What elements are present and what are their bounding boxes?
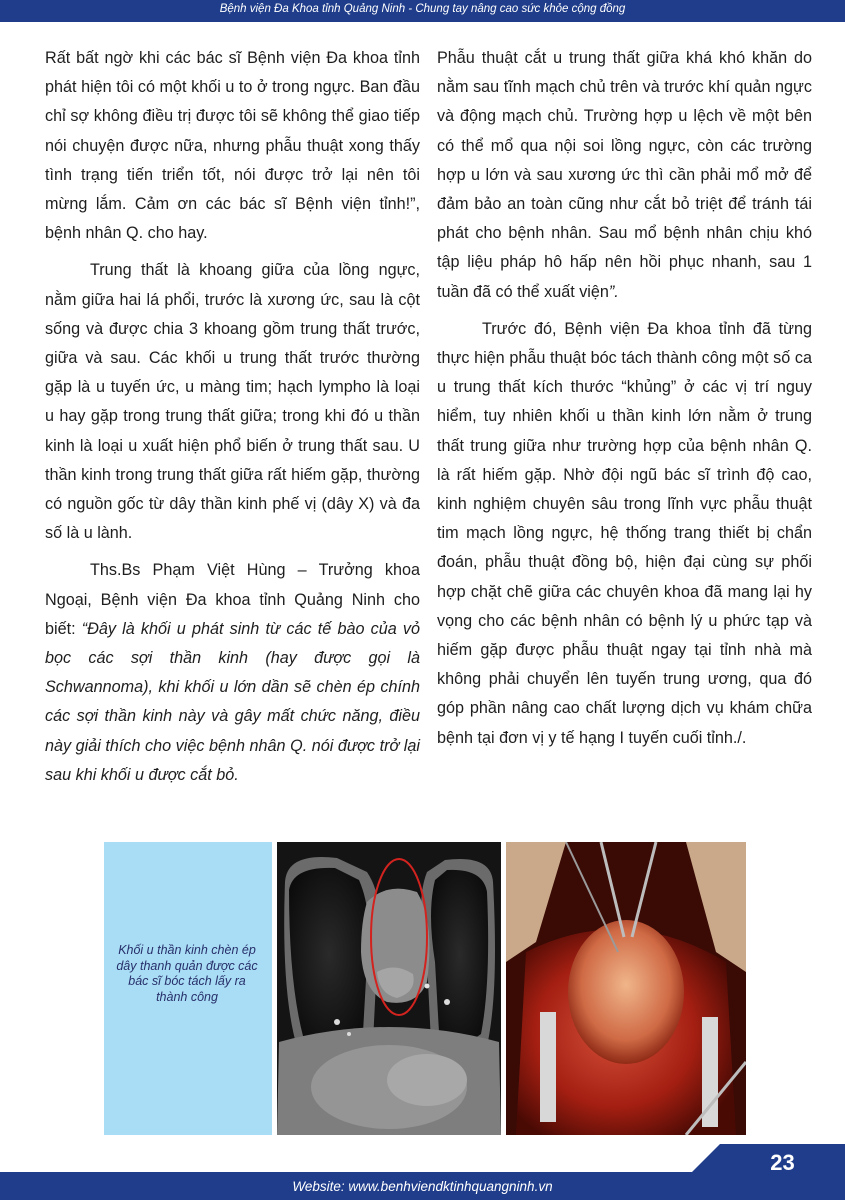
paragraph: Trung thất là khoang giữa của lồng ngực, nằm giữa hai lá phổi, trước là xương ức, sau là cột sống và được chia 3 khoang gồm trung thất trước, giữa và sau. Các khối u trung thất trước thường gặp là u tuyến ức, u màng tim; hạch lympho là loại u hay gặp trong trung thất giữa; trong khi đó u thần kinh là loại u xuất hiện phổ biến ở trung thất sau. U thần kinh trong trung thất giữa rất hiếm gặp, thường có nguồn gốc từ dây thần kinh phế vị (dây X) và đa số là u lành. <box>45 261 420 543</box>
page-number: 23 <box>770 1150 795 1175</box>
quote-text: Phẫu thuật cắt u trung thất giữa khá khó khăn do nằm sau tĩnh mạch chủ trên và trước khí quản ngực và động mạch chủ. Trường hợp u lệch về một bên có thể mổ qua nội soi lồng ngực, còn các trường hợp u lớn và sau xương ức thì cần phải mổ mở để đảm bảo an toàn cũng như cắt bỏ triệt để tránh tái phát cho bệnh nhân. Sau mổ bệnh nhân chịu khó tập liệu pháp hô hấp nên hồi phục nhanh, sau 1 tuần đã có thể xuất viện <box>437 49 812 301</box>
paragraph <box>437 44 812 307</box>
surgery-drawing <box>506 842 746 1135</box>
ct-scan-drawing <box>277 842 501 1135</box>
surgery-photo <box>506 842 746 1135</box>
paragraph: Rất bất ngờ khi các bác sĩ Bệnh viện Đa khoa tỉnh phát hiện tôi có một khối u to ở trong ngực. Ban đầu chỉ sợ không điều trị được tôi sẽ không thể giao tiếp nói chuyện được nữa, nhưng phẫu thuật xong thấy tình trạng tiến triển tốt, nói được trở lại nên tôi mừng lắm. Cảm ơn các bác sĩ Bệnh viện tỉnh!”, bệnh nhân Q. cho hay. <box>45 49 420 243</box>
footer-website: Website: www.benhviendktinhquangninh.vn <box>292 1179 553 1194</box>
header-title: Bệnh viện Đa Khoa tỉnh Quảng Ninh - Chung tay nâng cao sức khỏe cộng đồng <box>219 3 626 15</box>
figure-caption: Khối u thần kinh chèn ép dây thanh quản được các bác sĩ bóc tách lấy ra thành công <box>116 943 258 1004</box>
ct-scan-image <box>277 842 501 1135</box>
quote-close: ”. <box>608 282 619 301</box>
paragraph <box>45 556 420 790</box>
paragraph: Trước đó, Bệnh viện Đa khoa tỉnh đã từng thực hiện phẫu thuật bóc tách thành công một số ca u trung thất kích thước “khủng” ở các vị trí nguy hiểm, tuy nhiên khối u thần kinh lớn nằm ở trung thất trung giữa như trường hợp của bệnh nhân Q. là rất hiếm gặp. Nhờ đội ngũ bác sĩ trình độ cao, kinh nghiệm chuyên sâu trong lĩnh vực phẫu thuật tim mạch lồng ngực, hệ thống trang thiết bị chẩn đoán, phẫu thuật đồng bộ, hiện đại cùng sự phối hợp chặt chẽ giữa các chuyên khoa đã mang lại hy vọng cho các bệnh nhân có bệnh lý u phức tạp và hiếm gặp được phẫu thuật ngay tại tỉnh nhà mà không phải chuyển lên tuyến trung ương, qua đó góp phần nâng cao chất lượng dịch vụ khám chữa bệnh tại đơn vị y tế hạng I tuyến cuối tỉnh./. <box>437 319 812 747</box>
paragraph-lead: Ths.Bs Phạm Việt Hùng – Trưởng khoa Ngoại, Bệnh viện Đa khoa tỉnh Quảng Ninh cho biết: <box>45 561 420 638</box>
quote-text: “Đây là khối u phát sinh từ các tế bào của vỏ bọc các sợi thần kinh (hay được gọi là Schwannoma), khi khối u lớn dần sẽ chèn ép chính các sợi thần kinh này và gây mất chức năng, điều này giải thích cho việc bệnh nhân Q. nói được trở lại sau khi khối u được cắt bỏ. <box>45 619 420 784</box>
article-column-left <box>45 44 420 798</box>
article-column-right <box>437 44 812 761</box>
